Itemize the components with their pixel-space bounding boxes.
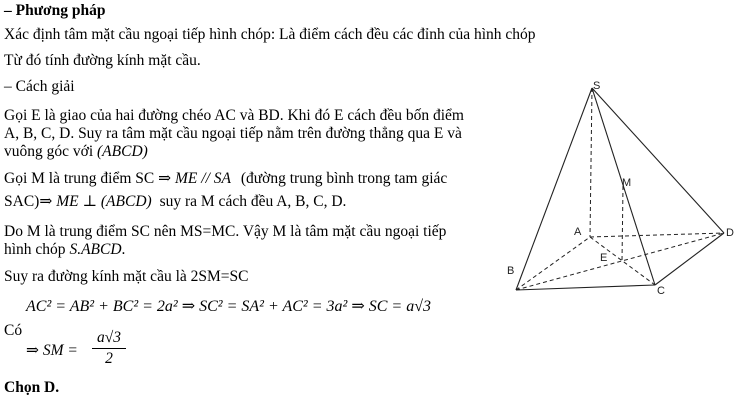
label-a: A bbox=[574, 226, 582, 238]
edge-sd bbox=[592, 88, 724, 233]
paragraph-2-text-a: Gọi M là trung điểm SC bbox=[4, 170, 155, 187]
diagonal-bd bbox=[516, 233, 724, 290]
co-label: Có bbox=[4, 322, 23, 339]
label-d: D bbox=[726, 227, 734, 239]
edge-cd bbox=[655, 233, 724, 285]
me-perp-abcd-math: ⇒ ME ⊥ (ABCD) bbox=[39, 193, 152, 210]
pyramid-name-math: S.ABCD bbox=[69, 241, 122, 258]
me-parallel-sa-math: ⇒ ME // SA bbox=[158, 170, 231, 187]
paragraph-2-line-1 bbox=[4, 170, 447, 188]
sm-lhs: ⇒ SM = bbox=[26, 342, 78, 359]
answer: Chọn D. bbox=[4, 379, 60, 396]
paragraph-1-line-3-text: vuông góc với bbox=[4, 143, 98, 160]
edge-sa bbox=[590, 88, 592, 237]
paragraph-1-line-3 bbox=[4, 143, 148, 161]
sm-fraction-numerator: a√3 bbox=[96, 329, 121, 346]
label-b: B bbox=[507, 265, 515, 277]
sm-fraction-denominator: 2 bbox=[105, 350, 113, 367]
edge-ad bbox=[590, 233, 724, 237]
solution-heading: – Cách giải bbox=[4, 78, 75, 95]
main-formula: AC² = AB² + BC² = 2a² ⇒ SC² = SA² + AC² = 3a² ⇒ SC = a√3 bbox=[26, 298, 431, 315]
paragraph-2-text-d: suy ra M cách đều A, B, C, D. bbox=[159, 193, 347, 210]
fraction-bar bbox=[92, 348, 126, 349]
label-m: M bbox=[622, 177, 632, 189]
edge-bc bbox=[516, 285, 655, 290]
method-line-1: Xác định tâm mặt cầu ngoại tiếp hình chóp: Là điểm cách đều các đỉnh của hình chóp bbox=[4, 26, 536, 43]
pyramid-figure bbox=[500, 78, 753, 296]
paragraph-2-text-b: (đường trung bình trong tam giác bbox=[240, 170, 448, 187]
paragraph-4-line: Suy ra đường kính mặt cầu là 2SM=SC bbox=[4, 268, 249, 285]
label-e: E bbox=[600, 252, 608, 264]
label-s: S bbox=[593, 80, 601, 92]
method-heading: – Phương pháp bbox=[4, 2, 106, 19]
sm-fraction bbox=[92, 329, 126, 368]
paragraph-3-line-2 bbox=[4, 241, 125, 259]
paragraph-3-text-a: hình chóp bbox=[4, 241, 70, 258]
paragraph-3-text-b: . bbox=[121, 241, 126, 258]
paragraph-1-line-1: Gọi E là giao của hai đường chéo AC và BD. Khi đó E cách đều bốn điểm bbox=[4, 107, 464, 124]
method-line-2: Từ đó tính đường kính mặt cầu. bbox=[4, 52, 201, 69]
edge-sb bbox=[516, 88, 592, 290]
edge-ab bbox=[516, 237, 590, 290]
paragraph-2-line-2 bbox=[4, 193, 346, 211]
segment-me bbox=[622, 186, 623, 261]
paragraph-3-line-1: Do M là trung điểm SC nên MS=MC. Vậy M là tâm mặt cầu ngoại tiếp bbox=[4, 223, 447, 240]
paragraph-1-line-2: A, B, C, D. Suy ra tâm mặt cầu ngoại tiếp nằm trên đường thẳng qua E và bbox=[4, 125, 462, 142]
label-c: C bbox=[657, 285, 665, 296]
plane-abcd-math: (ABCD) bbox=[97, 143, 148, 160]
paragraph-2-text-c: SAC) bbox=[4, 193, 40, 210]
